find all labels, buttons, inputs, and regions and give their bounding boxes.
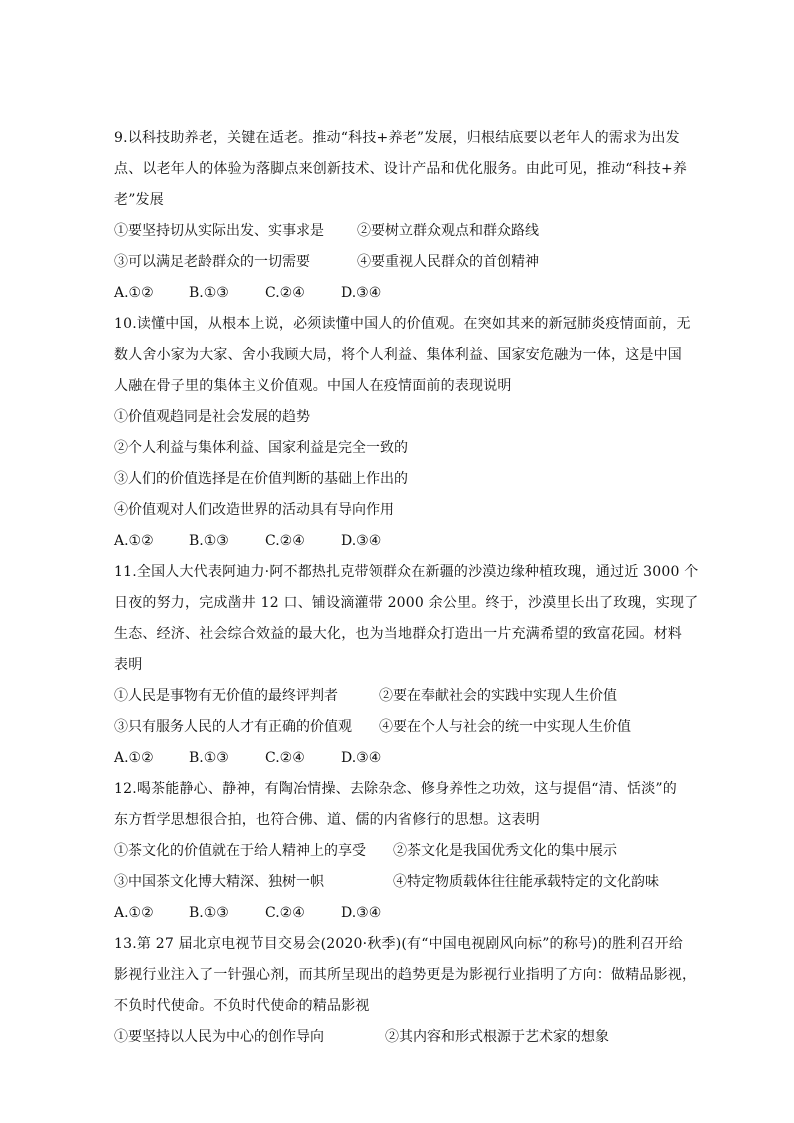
question-stem-line: 不负时代使命。不负时代使命的精品影视 — [114, 998, 370, 1014]
choice-b: B.①③ — [189, 750, 229, 766]
choice-b: B.①③ — [189, 533, 229, 549]
question-stem-line: 老”发展 — [114, 192, 164, 208]
option-1: ①价值观趋同是社会发展的趋势 — [114, 409, 310, 425]
option-4: ④价值观对人们改造世界的活动具有导向作用 — [114, 502, 394, 518]
question-stem-line: 11.全国人大代表阿迪力·阿不都热扎克带领群众在新疆的沙漠边缘种植玫瑰，通过近 3000 个 — [114, 564, 699, 580]
choice-a: A.①② — [114, 905, 154, 921]
option-4: ④要在个人与社会的统一中实现人生价值 — [379, 719, 631, 735]
question-stem-line: 点、以老年人的体验为落脚点来创新技术、设计产品和优化服务。由此可见，推动“科技+养 — [114, 161, 688, 177]
choice-c: C.②④ — [265, 533, 305, 549]
option-2: ②其内容和形式根源于艺术家的想象 — [385, 1029, 609, 1045]
choice-b: B.①③ — [189, 905, 229, 921]
question-stem-line: 人融在骨子里的集体主义价值观。中国人在疫情面前的表现说明 — [114, 378, 512, 394]
question-stem-line: 9.以科技助养老，关键在适老。推动“科技+养老”发展，归根结底要以老年人的需求为出发 — [114, 130, 680, 146]
option-4: ④特定物质载体往往能承载特定的文化韵味 — [393, 874, 659, 890]
question-stem-line: 12.喝茶能静心、静神，有陶冶情操、去除杂念、修身养性之功效，这与提倡“清、恬淡”的 — [114, 781, 677, 797]
question-stem-line: 东方哲学思想很合拍，也符合佛、道、儒的内省修行的思想。这表明 — [114, 812, 540, 828]
option-1: ①人民是事物有无价值的最终评判者 — [114, 688, 338, 704]
question-stem-line: 影视行业注入了一针强心剂，而其所呈现出的趋势更是为影视行业指明了方向：做精品影视， — [114, 967, 697, 983]
question-stem-line: 表明 — [114, 657, 143, 673]
option-3: ③只有服务人民的人才有正确的价值观 — [114, 719, 352, 735]
question-stem-line: 数人舍小家为大家、舍小我顾大局，将个人利益、集体利益、国家安危融为一体，这是中国 — [114, 347, 682, 363]
option-1: ①茶文化的价值就在于给人精神上的享受 — [114, 843, 366, 859]
option-3: ③人们的价值选择是在价值判断的基础上作出的 — [114, 471, 408, 487]
option-1: ①要坚持以人民为中心的创作导向 — [114, 1029, 324, 1045]
option-3: ③可以满足老龄群众的一切需要 — [114, 254, 310, 270]
choice-c: C.②④ — [265, 750, 305, 766]
choice-c: C.②④ — [265, 285, 305, 301]
question-stem-line: 日夜的努力，完成凿井 12 口、铺设滴灌带 2000 余公里。终于，沙漠里长出了玫瑰，实现了 — [114, 595, 699, 611]
question-stem-line: 生态、经济、社会综合效益的最大化，也为当地群众打造出一片充满希望的致富花园。材料 — [114, 626, 682, 642]
choice-d: D.③④ — [341, 533, 382, 549]
choice-d: D.③④ — [341, 905, 382, 921]
question-stem-line: 10.读懂中国，从根本上说，必须读懂中国人的价值观。在突如其来的新冠肺炎疫情面前，无 — [114, 316, 691, 332]
choice-a: A.①② — [114, 750, 154, 766]
question-stem-line: 13.第 27 届北京电视节目交易会(2020·秋季)(有“中国电视剧风向标”的称号)的胜利召开给 — [114, 936, 684, 952]
choice-d: D.③④ — [341, 750, 382, 766]
choice-a: A.①② — [114, 285, 154, 301]
option-2: ②要在奉献社会的实践中实现人生价值 — [379, 688, 617, 704]
option-3: ③中国茶文化博大精深、独树一帜 — [114, 874, 324, 890]
option-2: ②个人利益与集体利益、国家利益是完全一致的 — [114, 440, 408, 456]
option-2: ②要树立群众观点和群众路线 — [357, 223, 539, 239]
choice-b: B.①③ — [189, 285, 229, 301]
choice-c: C.②④ — [265, 905, 305, 921]
choice-a: A.①② — [114, 533, 154, 549]
choice-d: D.③④ — [341, 285, 382, 301]
option-2: ②茶文化是我国优秀文化的集中展示 — [393, 843, 617, 859]
option-4: ④要重视人民群众的首创精神 — [357, 254, 539, 270]
option-1: ①要坚持切从实际出发、实事求是 — [114, 223, 324, 239]
